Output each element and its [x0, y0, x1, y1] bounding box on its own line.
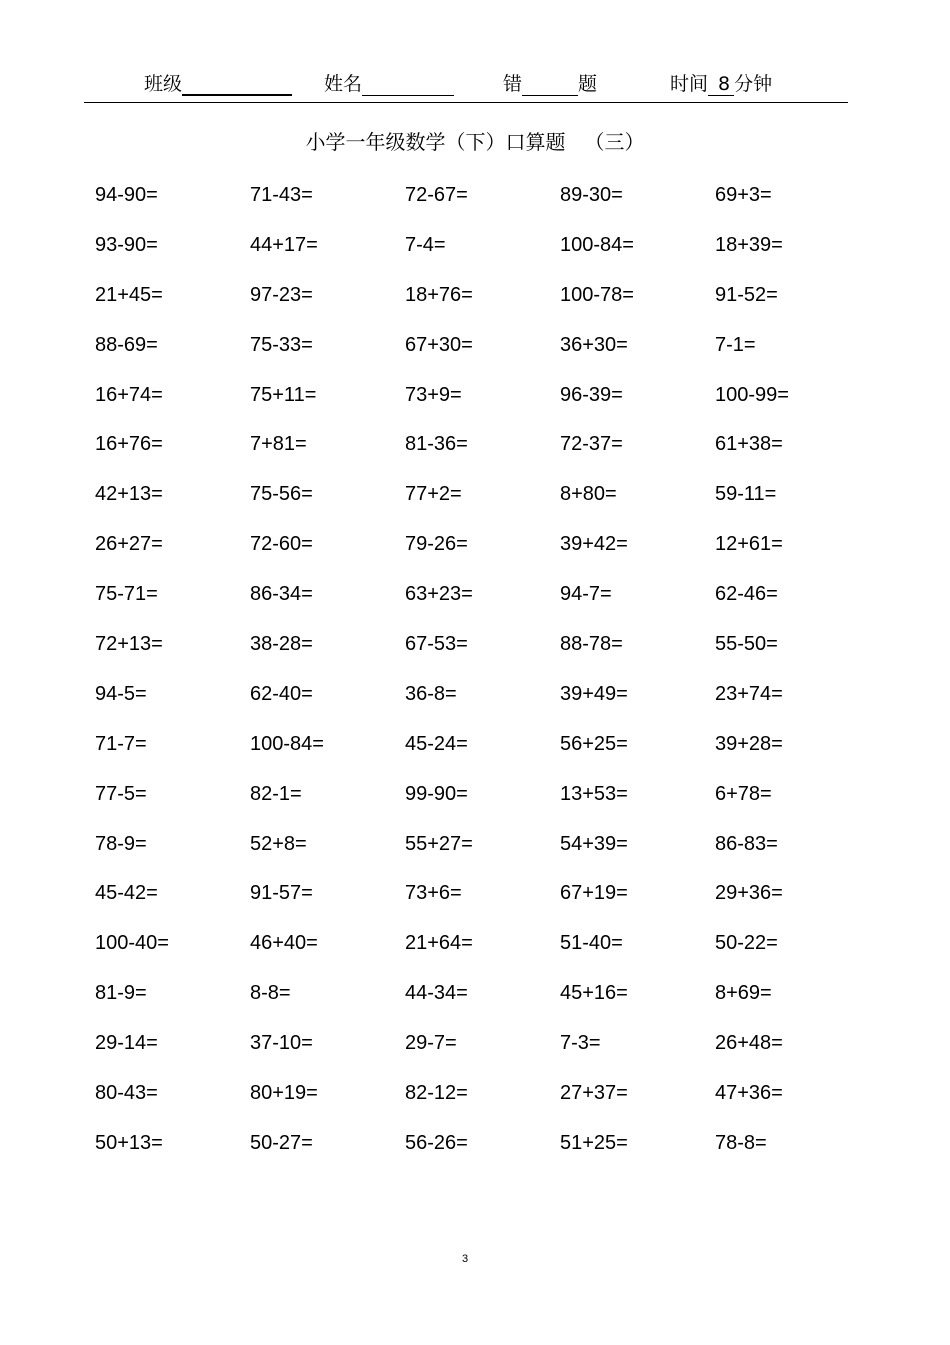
- problem-item: 94-5=: [95, 682, 147, 705]
- worksheet-header: [84, 70, 848, 103]
- problem-item: 26+48=: [715, 1032, 783, 1055]
- problem-item: 67+19=: [560, 882, 628, 905]
- problem-item: 100-84=: [560, 233, 634, 256]
- problem-item: 71-43=: [250, 184, 313, 206]
- problem-item: 72-37=: [560, 433, 623, 456]
- problem-item: 54+39=: [560, 832, 628, 855]
- problem-item: 7-3=: [560, 1032, 601, 1055]
- problem-item: 38-28=: [250, 633, 313, 656]
- problem-item: 75-71=: [95, 583, 158, 606]
- problem-item: 7-4=: [405, 233, 446, 256]
- problem-item: 88-78=: [560, 633, 623, 656]
- problem-item: 81-36=: [405, 433, 468, 456]
- problem-item: 56-26=: [405, 1131, 468, 1154]
- problem-item: 78-9=: [95, 832, 147, 855]
- problem-grid: [95, 182, 875, 1180]
- problem-item: 8+80=: [560, 483, 617, 506]
- problem-item: 27+37=: [560, 1082, 628, 1105]
- problem-item: 7+81=: [250, 433, 307, 456]
- problem-item: 51+25=: [560, 1131, 628, 1154]
- problem-item: 88-69=: [95, 333, 158, 356]
- errors-field: [503, 72, 597, 96]
- problem-item: 36+30=: [560, 333, 628, 356]
- problem-item: 12+61=: [715, 533, 783, 556]
- problem-item: 44+17=: [250, 233, 318, 256]
- problem-item: 44-34=: [405, 982, 468, 1005]
- problem-item: 100-78=: [560, 283, 634, 306]
- problem-item: 47+36=: [715, 1082, 783, 1105]
- problem-item: 99-90=: [405, 782, 468, 805]
- class-field: [144, 72, 292, 96]
- time-value: 8: [708, 73, 734, 96]
- problem-item: 37-10=: [250, 1032, 313, 1055]
- problem-item: 86-83=: [715, 832, 778, 855]
- class-label: 班级: [144, 73, 183, 95]
- problem-item: 67-53=: [405, 633, 468, 656]
- problem-item: 16+74=: [95, 383, 163, 406]
- problem-item: 50-22=: [715, 932, 778, 955]
- problem-item: 29+36=: [715, 882, 783, 905]
- time-field: [670, 72, 772, 96]
- problem-item: 26+27=: [95, 533, 163, 556]
- name-blank: [362, 75, 454, 96]
- problem-item: 100-40=: [95, 932, 169, 955]
- problem-item: 75-56=: [250, 483, 313, 506]
- problem-item: 63+23=: [405, 583, 473, 606]
- problem-item: 55-50=: [715, 633, 778, 656]
- problem-item: 77+2=: [405, 483, 462, 506]
- problem-item: 39+42=: [560, 533, 628, 556]
- problem-item: 42+13=: [95, 483, 163, 506]
- problem-item: 72-60=: [250, 533, 313, 556]
- problem-item: 7-1=: [715, 333, 756, 356]
- time-label: 时间: [670, 73, 709, 95]
- problem-item: 45+16=: [560, 982, 628, 1005]
- problem-item: 16+76=: [95, 433, 163, 456]
- problem-item: 46+40=: [250, 932, 318, 955]
- problem-item: 81-9=: [95, 982, 147, 1005]
- problem-item: 29-14=: [95, 1032, 158, 1055]
- problem-item: 8-8=: [250, 982, 291, 1005]
- problem-item: 18+39=: [715, 233, 783, 256]
- problem-item: 80-43=: [95, 1082, 158, 1105]
- name-label: 姓名: [324, 73, 363, 95]
- problem-item: 75+11=: [250, 383, 317, 406]
- problem-item: 77-5=: [95, 782, 147, 805]
- problem-item: 59-11=: [715, 483, 777, 506]
- problem-item: 51-40=: [560, 932, 623, 955]
- problem-item: 29-7=: [405, 1032, 457, 1055]
- problem-item: 80+19=: [250, 1082, 318, 1105]
- problem-item: 97-23=: [250, 283, 313, 306]
- problem-item: 52+8=: [250, 832, 307, 855]
- problem-item: 96-39=: [560, 383, 623, 406]
- problem-item: 45-42=: [95, 882, 158, 905]
- problem-item: 73+9=: [405, 383, 462, 406]
- errors-label: 错: [503, 73, 523, 95]
- problem-item: 72-67=: [405, 184, 468, 206]
- problem-item: 86-34=: [250, 583, 313, 606]
- problem-item: 62-40=: [250, 682, 313, 705]
- problem-item: 21+64=: [405, 932, 473, 955]
- problem-item: 62-46=: [715, 583, 778, 606]
- problem-item: 55+27=: [405, 832, 473, 855]
- problem-item: 100-99=: [715, 383, 789, 406]
- problem-item: 6+78=: [715, 782, 772, 805]
- problem-item: 93-90=: [95, 233, 158, 256]
- problem-item: 69+3=: [715, 184, 772, 206]
- problem-item: 82-1=: [250, 782, 302, 805]
- problem-item: 94-90=: [95, 184, 158, 206]
- problem-item: 78-8=: [715, 1131, 767, 1154]
- problem-item: 73+6=: [405, 882, 462, 905]
- problem-item: 79-26=: [405, 533, 468, 556]
- problem-item: 100-84=: [250, 732, 324, 755]
- problem-item: 45-24=: [405, 732, 468, 755]
- errors-suffix: 题: [578, 73, 598, 95]
- class-blank: [182, 74, 292, 96]
- problem-item: 13+53=: [560, 782, 628, 805]
- problem-item: 8+69=: [715, 982, 772, 1005]
- problem-item: 91-57=: [250, 882, 313, 905]
- name-field: [324, 72, 454, 96]
- problem-item: 39+49=: [560, 682, 628, 705]
- page-number: 3: [461, 1253, 469, 1265]
- problem-item: 89-30=: [560, 184, 623, 206]
- problem-item: 61+38=: [715, 433, 783, 456]
- problem-item: 82-12=: [405, 1082, 468, 1105]
- problem-item: 36-8=: [405, 682, 457, 705]
- problem-item: 50-27=: [250, 1131, 313, 1154]
- problem-item: 75-33=: [250, 333, 313, 356]
- worksheet-title: 小学一年级数学（下）口算题 （三）: [305, 130, 645, 154]
- problem-item: 72+13=: [95, 633, 163, 656]
- problem-item: 56+25=: [560, 732, 628, 755]
- problem-item: 67+30=: [405, 333, 473, 356]
- problem-item: 94-7=: [560, 583, 612, 606]
- problem-item: 39+28=: [715, 732, 783, 755]
- problem-item: 23+74=: [715, 682, 783, 705]
- errors-blank: [522, 75, 578, 96]
- problem-item: 71-7=: [95, 732, 147, 755]
- problem-item: 21+45=: [95, 283, 163, 306]
- problem-item: 50+13=: [95, 1131, 163, 1154]
- problem-item: 18+76=: [405, 283, 473, 306]
- time-suffix: 分钟: [734, 73, 773, 95]
- problem-item: 91-52=: [715, 283, 778, 306]
